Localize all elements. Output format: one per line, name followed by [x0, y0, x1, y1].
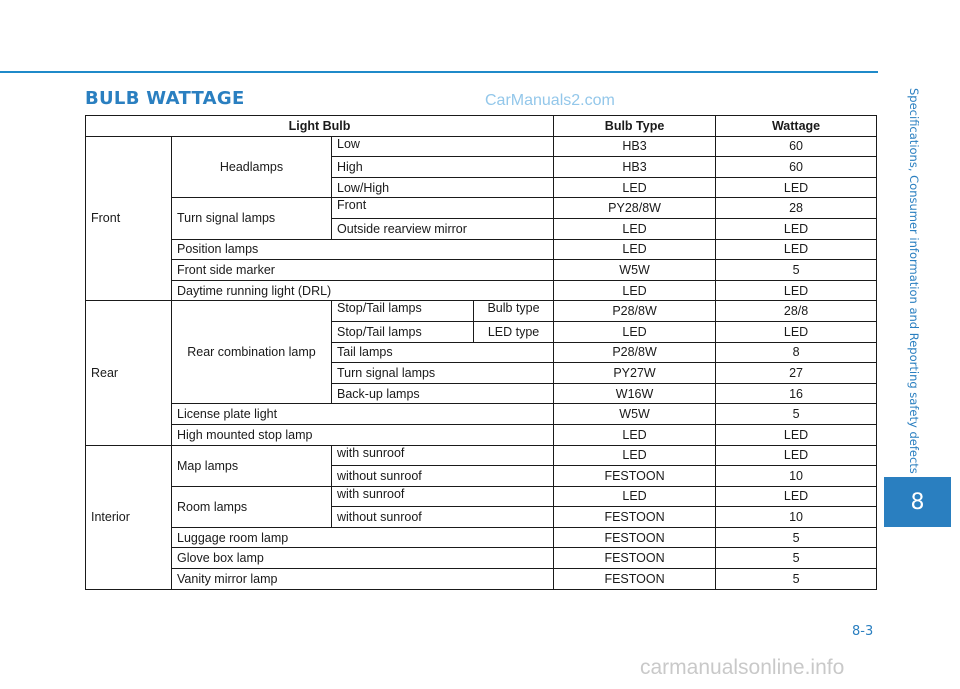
bulb-type-cell: W5W: [554, 404, 716, 425]
table-row: [86, 424, 877, 445]
bulb-wattage-table: [85, 115, 877, 590]
wattage-cell: 60: [716, 136, 877, 157]
wattage-cell: LED: [716, 445, 877, 466]
bulb-type-cell: HB3: [554, 157, 716, 178]
bulb-type-cell: LED: [554, 321, 716, 342]
table-row: [86, 301, 877, 322]
bulb-type-cell: LED: [554, 445, 716, 466]
table-row: [86, 239, 877, 260]
bulb-type-cell: PY27W: [554, 363, 716, 384]
table-row: [86, 136, 877, 157]
row-label: Daytime running light (DRL): [172, 280, 554, 301]
row-label: Low: [332, 136, 554, 157]
row-label: without sunroof: [332, 507, 554, 528]
top-rule: [0, 71, 878, 73]
bulb-type-cell: P28/8W: [554, 342, 716, 363]
bulb-type-cell: HB3: [554, 136, 716, 157]
row-label: Position lamps: [172, 239, 554, 260]
bulb-type-cell: LED: [554, 424, 716, 445]
turn-signal-label: Turn signal lamps: [172, 198, 332, 239]
header-light-bulb: Light Bulb: [86, 116, 554, 137]
row-sublabel: Bulb type: [474, 301, 554, 322]
row-label: High mounted stop lamp: [172, 424, 554, 445]
wattage-cell: LED: [716, 239, 877, 260]
headlamps-label: Headlamps: [172, 136, 332, 198]
watermark-top: CarManuals2.com: [485, 92, 615, 109]
row-label: Vanity mirror lamp: [172, 569, 554, 590]
bulb-type-cell: PY28/8W: [554, 198, 716, 219]
row-label: with sunroof: [332, 445, 554, 466]
wattage-cell: LED: [716, 486, 877, 507]
row-label: Front side marker: [172, 260, 554, 281]
row-label: Outside rearview mirror: [332, 218, 554, 239]
group-front: Front: [86, 136, 172, 301]
rear-combination-label: Rear combination lamp: [172, 301, 332, 404]
bulb-type-cell: LED: [554, 239, 716, 260]
page-number: 8-3: [852, 624, 874, 639]
wattage-cell: 5: [716, 260, 877, 281]
row-label: with sunroof: [332, 486, 554, 507]
row-label: without sunroof: [332, 466, 554, 487]
table-row: [86, 445, 877, 466]
row-label: Tail lamps: [332, 342, 554, 363]
table-row: [86, 486, 877, 507]
bulb-type-cell: FESTOON: [554, 548, 716, 569]
table-row: [86, 569, 877, 590]
table-row: [86, 404, 877, 425]
table-row: [86, 260, 877, 281]
header-bulb-type: Bulb Type: [554, 116, 716, 137]
wattage-cell: 27: [716, 363, 877, 384]
row-label: Back-up lamps: [332, 383, 554, 404]
chapter-side-title: Specifications, Consumer information and Reporting safety defects: [907, 88, 921, 474]
bulb-type-cell: P28/8W: [554, 301, 716, 322]
row-label: Luggage room lamp: [172, 527, 554, 548]
wattage-cell: 5: [716, 404, 877, 425]
wattage-cell: 28: [716, 198, 877, 219]
row-label: Front: [332, 198, 554, 219]
wattage-cell: 28/8: [716, 301, 877, 322]
table-row: [86, 527, 877, 548]
row-label: Low/High: [332, 177, 554, 198]
bulb-type-cell: LED: [554, 486, 716, 507]
table-row: [86, 280, 877, 301]
bulb-type-cell: W16W: [554, 383, 716, 404]
wattage-cell: LED: [716, 424, 877, 445]
wattage-cell: 5: [716, 527, 877, 548]
row-label: Turn signal lamps: [332, 363, 554, 384]
chapter-tab: 8: [884, 477, 951, 527]
row-sublabel: LED type: [474, 321, 554, 342]
wattage-cell: LED: [716, 218, 877, 239]
table-row: [86, 198, 877, 219]
bulb-type-cell: W5W: [554, 260, 716, 281]
group-rear: Rear: [86, 301, 172, 445]
bulb-type-cell: LED: [554, 177, 716, 198]
wattage-cell: 5: [716, 569, 877, 590]
table-header-row: [86, 116, 877, 137]
bulb-type-cell: FESTOON: [554, 527, 716, 548]
row-label: Stop/Tail lamps: [332, 321, 474, 342]
bulb-type-cell: FESTOON: [554, 569, 716, 590]
row-label: High: [332, 157, 554, 178]
wattage-cell: 5: [716, 548, 877, 569]
wattage-cell: LED: [716, 321, 877, 342]
row-label: License plate light: [172, 404, 554, 425]
map-lamps-label: Map lamps: [172, 445, 332, 486]
wattage-cell: 60: [716, 157, 877, 178]
watermark-bottom: carmanualsonline.info: [640, 656, 845, 679]
wattage-cell: LED: [716, 280, 877, 301]
row-label: Glove box lamp: [172, 548, 554, 569]
bulb-type-cell: LED: [554, 280, 716, 301]
wattage-cell: 8: [716, 342, 877, 363]
wattage-cell: LED: [716, 177, 877, 198]
header-wattage: Wattage: [716, 116, 877, 137]
room-lamps-label: Room lamps: [172, 486, 332, 527]
wattage-cell: 10: [716, 466, 877, 487]
row-label: Stop/Tail lamps: [332, 301, 474, 322]
section-title: BULB WATTAGE: [85, 88, 245, 109]
group-interior: Interior: [86, 445, 172, 589]
bulb-type-cell: FESTOON: [554, 466, 716, 487]
bulb-type-cell: LED: [554, 218, 716, 239]
table-row: [86, 548, 877, 569]
wattage-cell: 16: [716, 383, 877, 404]
bulb-type-cell: FESTOON: [554, 507, 716, 528]
wattage-cell: 10: [716, 507, 877, 528]
